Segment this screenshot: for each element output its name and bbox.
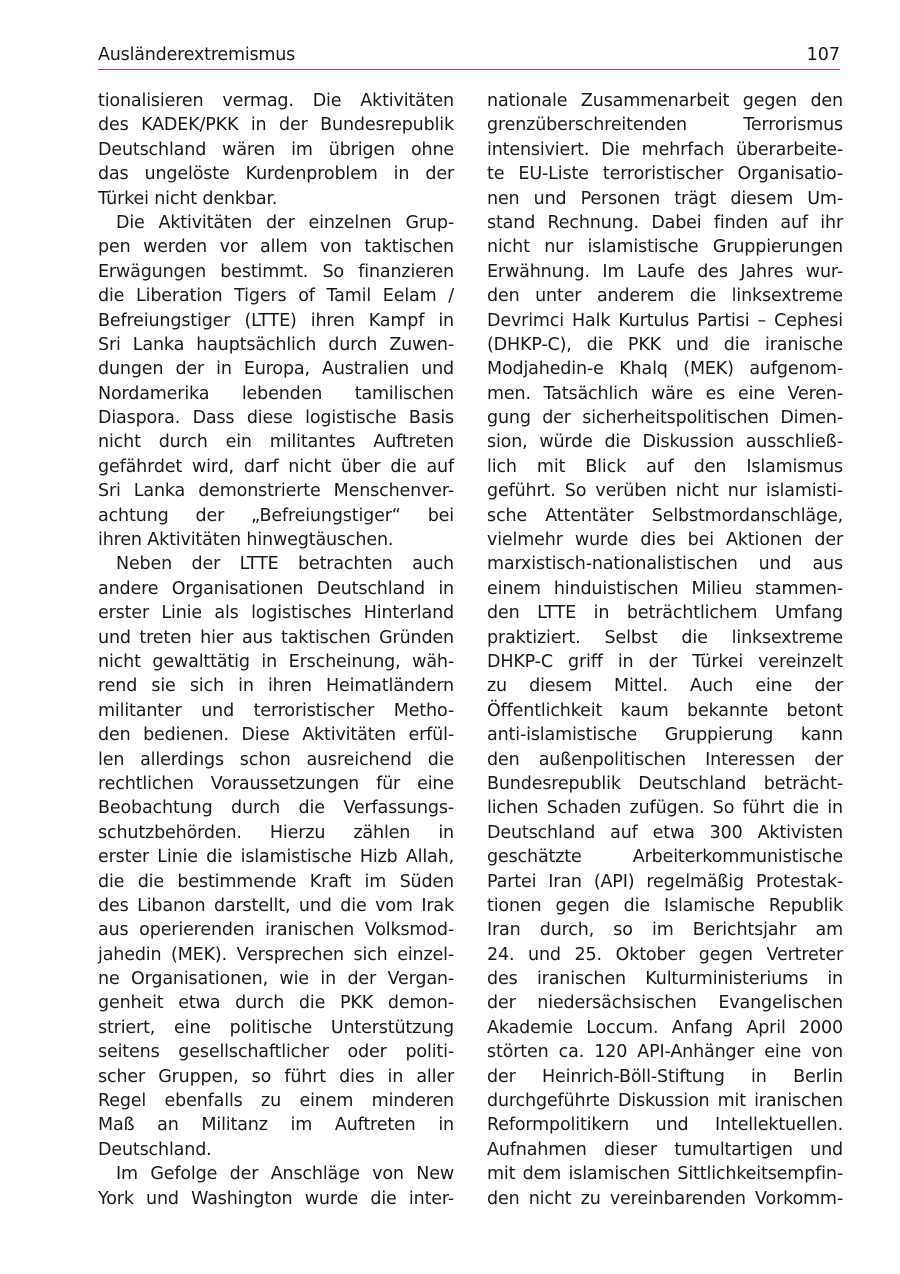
text-line: Maß an Militanz im Auftreten in [98,1115,454,1136]
text-line: tionen gegen die Islamische Republik [487,895,843,916]
text-line: der Heinrich-Böll-Stiftung in Berlin [487,1066,843,1087]
text-line: des KADEK/PKK in der Bundesrepublik [98,115,454,136]
text-line: Partei Iran (API) regelmäßig Protestak- [487,871,843,892]
text-line: praktiziert. Selbst die linksextreme [487,627,843,648]
text-line: nicht nur islamistische Gruppierungen [487,237,843,258]
text-line: und treten hier aus taktischen Gründen [98,627,454,648]
page-number: 107 [806,45,840,65]
text-line: nicht gewalttätig in Erscheinung, wäh- [98,651,454,672]
text-line: lich mit Blick auf den Islamismus [487,456,843,477]
text-line: das ungelöste Kurdenproblem in der [98,164,454,185]
text-line: gefährdet wird, darf nicht über die auf [98,456,454,477]
text-line: schutzbehörden. Hierzu zählen in [98,822,454,843]
text-line: gung der sicherheitspolitischen Dimen- [487,408,843,429]
text-line: durchgeführte Diskussion mit iranischen [487,1091,843,1112]
text-line: (DHKP-C), die PKK und die iranische [487,334,843,355]
text-line: Befreiungstiger (LTTE) ihren Kampf in [98,310,454,331]
text-line: Sri Lanka demonstrierte Menschenver- [98,481,454,502]
text-line: den nicht zu vereinbarenden Vorkomm- [487,1188,843,1209]
text-line: Die Aktivitäten der einzelnen Grup- [116,212,454,233]
text-line: militanter und terroristischer Metho- [98,700,454,721]
text-line: geführt. So verüben nicht nur islamisti- [487,481,843,502]
text-line: rend sie sich in ihren Heimatländern [98,676,454,697]
text-line: te EU-Liste terroristischer Organisatio- [487,164,843,185]
text-line: die Liberation Tigers of Tamil Eelam / [98,286,454,307]
page-header [98,42,840,70]
text-line: einem hinduistischen Milieu stammen- [487,578,843,599]
left-text-column [98,89,454,1211]
text-line: Deutschland. [98,1139,212,1160]
text-line: intensiviert. Die mehrfach überarbeite- [487,139,843,160]
text-line: den bedienen. Diese Aktivitäten erfül- [98,725,454,746]
text-line: ihren Aktivitäten hinwegtäuschen. [98,530,394,551]
right-text-column [487,89,843,1211]
text-line: Öffentlichkeit kaum bekannte betont [487,700,843,721]
text-line: pen werden vor allem von taktischen [98,237,454,258]
text-line: die die bestimmende Kraft im Süden [98,871,454,892]
text-line: des iranischen Kulturministeriums in [487,969,843,990]
text-line: scher Gruppen, so führt dies in aller [98,1066,454,1087]
text-line: störten ca. 120 API-Anhänger eine von [487,1042,843,1063]
text-line: nen und Personen trägt diesem Um- [487,188,843,209]
running-head: Ausländerextremismus [98,45,296,65]
text-line: erster Linie als logistisches Hinterland [98,603,454,624]
text-line: Akademie Loccum. Anfang April 2000 [487,1017,843,1038]
text-line: Iran durch, so im Berichtsjahr am [487,920,843,941]
text-line: des Libanon darstellt, und die vom Irak [98,895,454,916]
text-line: Diaspora. Dass diese logistische Basis [98,408,454,429]
text-line: striert, eine politische Unterstützung [98,1017,454,1038]
text-line: andere Organisationen Deutschland in [98,578,454,599]
text-line: genheit etwa durch die PKK demon- [98,993,454,1014]
text-line: Aufnahmen dieser tumultartigen und [487,1139,843,1160]
text-line: Bundesrepublik Deutschland beträcht- [487,773,843,794]
text-line: Modjahedin-e Khalq (MEK) aufgenom- [487,359,843,380]
text-line: sche Attentäter Selbstmordanschläge, [487,505,843,526]
text-line: geschätzte Arbeiterkommunistische [487,847,843,868]
text-line: den LTTE in beträchtlichem Umfang [487,603,843,624]
text-line: anti-islamistische Gruppierung kann [487,725,843,746]
text-line: vielmehr wurde dies bei Aktionen der [487,530,843,551]
text-line: Regel ebenfalls zu einem minderen [98,1091,454,1112]
text-line: achtung der „Befreiungstiger“ bei [98,505,454,526]
text-line: der niedersächsischen Evangelischen [487,993,843,1014]
text-line: 24. und 25. Oktober gegen Vertreter [487,944,843,965]
text-line: men. Tatsächlich wäre es eine Veren- [487,383,843,404]
text-line: Deutschland auf etwa 300 Aktivisten [487,822,843,843]
text-line: jahedin (MEK). Versprechen sich einzel- [98,944,454,965]
text-line: den außenpolitischen Interessen der [487,749,843,770]
text-line: dungen der in Europa, Australien und [98,359,454,380]
text-line: ne Organisationen, wie in der Vergan- [98,969,454,990]
text-line: Erwägungen bestimmt. So finanzieren [98,261,454,282]
text-line: aus operierenden iranischen Volksmod- [98,920,454,941]
text-line: seitens gesellschaftlicher oder politi- [98,1042,454,1063]
text-line: tionalisieren vermag. Die Aktivitäten [98,91,454,111]
text-line: erster Linie die islamistische Hizb Allah, [98,847,454,868]
text-line: DHKP-C griff in der Türkei vereinzelt [487,651,843,672]
text-line: Türkei nicht denkbar. [98,188,278,209]
text-line: stand Rechnung. Dabei finden auf ihr [487,212,843,233]
text-line: lichen Schaden zufügen. So führt die in [487,798,843,819]
text-line: grenzüberschreitenden Terrorismus [487,115,843,136]
text-line: Nordamerika lebenden tamilischen [98,383,454,404]
text-line: Im Gefolge der Anschläge von New [116,1164,454,1185]
text-line: Reformpolitikern und Intellektuellen. [487,1115,843,1136]
text-line: York und Washington wurde die inter- [98,1188,454,1209]
text-line: nicht durch ein militantes Auftreten [98,432,454,453]
text-line: rechtlichen Voraussetzungen für eine [98,773,454,794]
text-line: Neben der LTTE betrachten auch [116,554,454,575]
text-line: len allerdings schon ausreichend die [98,749,454,770]
text-line: marxistisch-nationalistischen und aus [487,554,843,575]
text-line: Beobachtung durch die Verfassungs- [98,798,454,819]
text-line: nationale Zusammenarbeit gegen den [487,91,843,111]
text-line: sion, würde die Diskussion ausschließ- [487,432,843,453]
text-line: Sri Lanka hauptsächlich durch Zuwen- [98,334,454,355]
text-line: Devrimci Halk Kurtulus Partisi – Cephesi [487,310,843,331]
text-line: Deutschland wären im übrigen ohne [98,139,454,160]
text-line: Erwähnung. Im Laufe des Jahres wur- [487,261,843,282]
text-line: zu diesem Mittel. Auch eine der [487,676,843,697]
header-rule [98,69,840,70]
text-line: den unter anderem die linksextreme [487,286,843,307]
text-line: mit dem islamischen Sittlichkeitsempfin- [487,1164,843,1185]
